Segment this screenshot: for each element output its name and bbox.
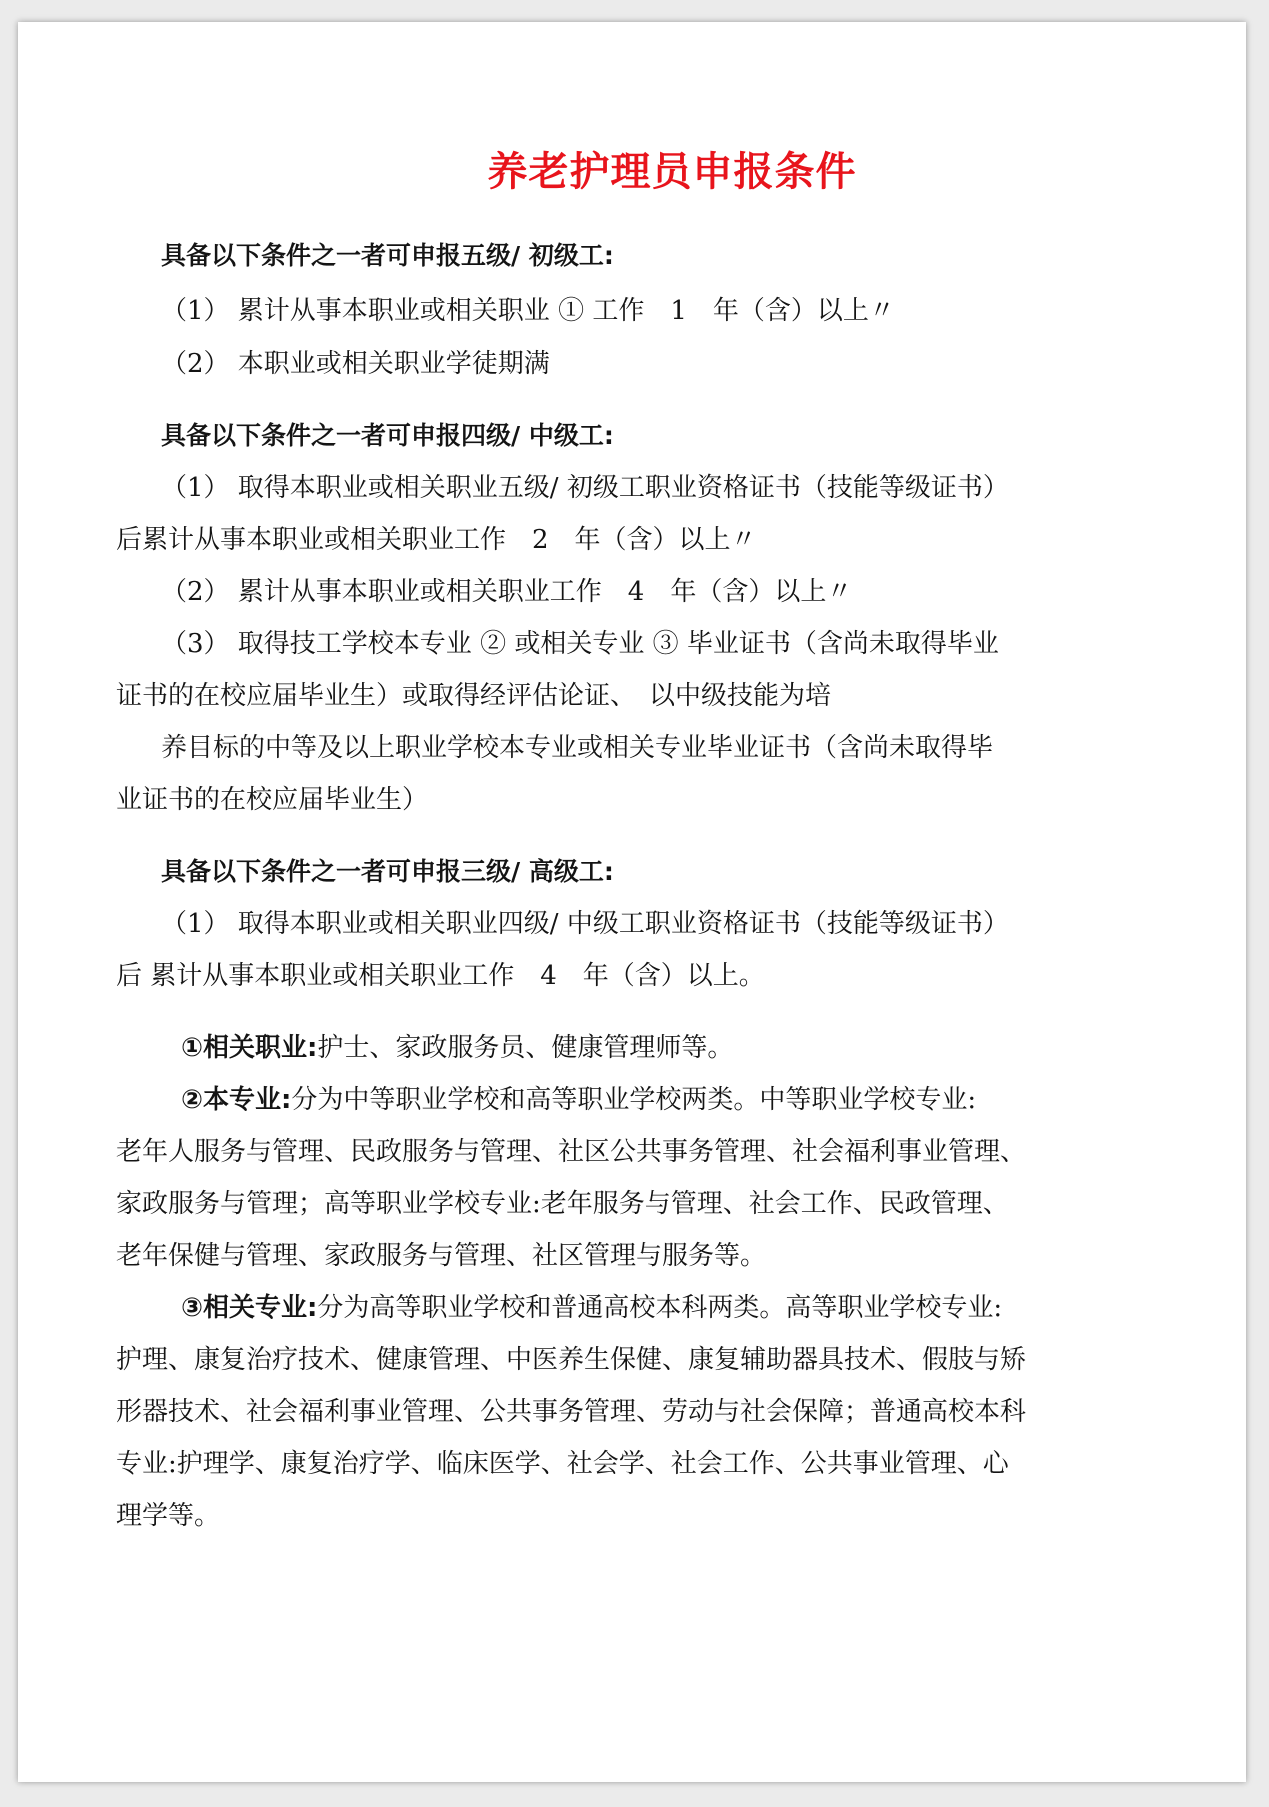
level4-heading: 具备以下条件之一者可申报四级/ 中级工:: [161, 421, 614, 450]
note2-line1: 分为中等职业学校和高等职业学校两类。中等职业学校专业:: [291, 1085, 977, 1115]
note3-line4: 专业:护理学、康复治疗学、临床医学、社会学、社会工作、公共事业管理、心: [116, 1449, 1009, 1479]
note3-line3: 形器技术、社会福利事业管理、公共事务管理、劳动与社会保障；普通高校本科: [116, 1397, 1027, 1427]
level4-item3-line3: 养目标的中等及以上职业学校本专业或相关专业毕业证书（含尚未取得毕: [161, 733, 994, 763]
note3-label: ③相关专业:: [181, 1293, 318, 1323]
note-related-occupation: [181, 1030, 733, 1066]
level4-item3-line1: （3） 取得技工学校本专业 ② 或相关专业 ③ 毕业证书（含尚未取得毕业: [161, 629, 999, 659]
level5-item-2: （2） 本职业或相关职业学徒期满: [161, 349, 550, 379]
level4-item2: （2） 累计从事本职业或相关职业工作 4 年（含）以上〃: [161, 577, 853, 607]
level4-item3-line2: 证书的在校应届毕业生）或取得经评估论证、 以中级技能为培: [116, 681, 832, 711]
level5-heading: 具备以下条件之一者可申报五级/ 初级工:: [161, 241, 614, 270]
level4-item1-line1: （1） 取得本职业或相关职业五级/ 初级工职业资格证书（技能等级证书）: [161, 473, 1009, 503]
level4-item1-line2: 后累计从事本职业或相关职业工作 2 年（含）以上〃: [116, 525, 757, 555]
note-this-major: [181, 1082, 976, 1118]
document-title: 养老护理员申报条件: [487, 149, 857, 195]
level5-item-1: （1） 累计从事本职业或相关职业 ① 工作 1 年（含）以上〃: [161, 296, 895, 326]
note3-line5: 理学等。: [116, 1501, 221, 1531]
level3-item1-line2: 后 累计从事本职业或相关职业工作 4 年（含）以上。: [116, 961, 765, 991]
level4-item3-line4: 业证书的在校应届毕业生）: [116, 785, 429, 815]
document-page: [18, 22, 1246, 1782]
note1-text: 护士、家政服务员、健康管理师等。: [317, 1033, 734, 1063]
note2-line4: 老年保健与管理、家政服务与管理、社区管理与服务等。: [116, 1241, 767, 1271]
note1-label: ①相关职业:: [181, 1033, 318, 1063]
note2-line3: 家政服务与管理；高等职业学校专业:老年服务与管理、社会工作、民政管理、: [116, 1189, 1009, 1219]
note2-label: ②本专业:: [181, 1085, 292, 1115]
level3-heading: 具备以下条件之一者可申报三级/ 高级工:: [161, 857, 614, 886]
note-related-major: [181, 1290, 1002, 1326]
level3-item1-line1: （1） 取得本职业或相关职业四级/ 中级工职业资格证书（技能等级证书）: [161, 909, 1009, 939]
note3-line2: 护理、康复治疗技术、健康管理、中医养生保健、康复辅助器具技术、假肢与矫: [116, 1345, 1027, 1375]
note2-line2: 老年人服务与管理、民政服务与管理、社区公共事务管理、社会福利事业管理、: [116, 1137, 1027, 1167]
note3-line1: 分为高等职业学校和普通高校本科两类。高等职业学校专业:: [317, 1293, 1003, 1323]
